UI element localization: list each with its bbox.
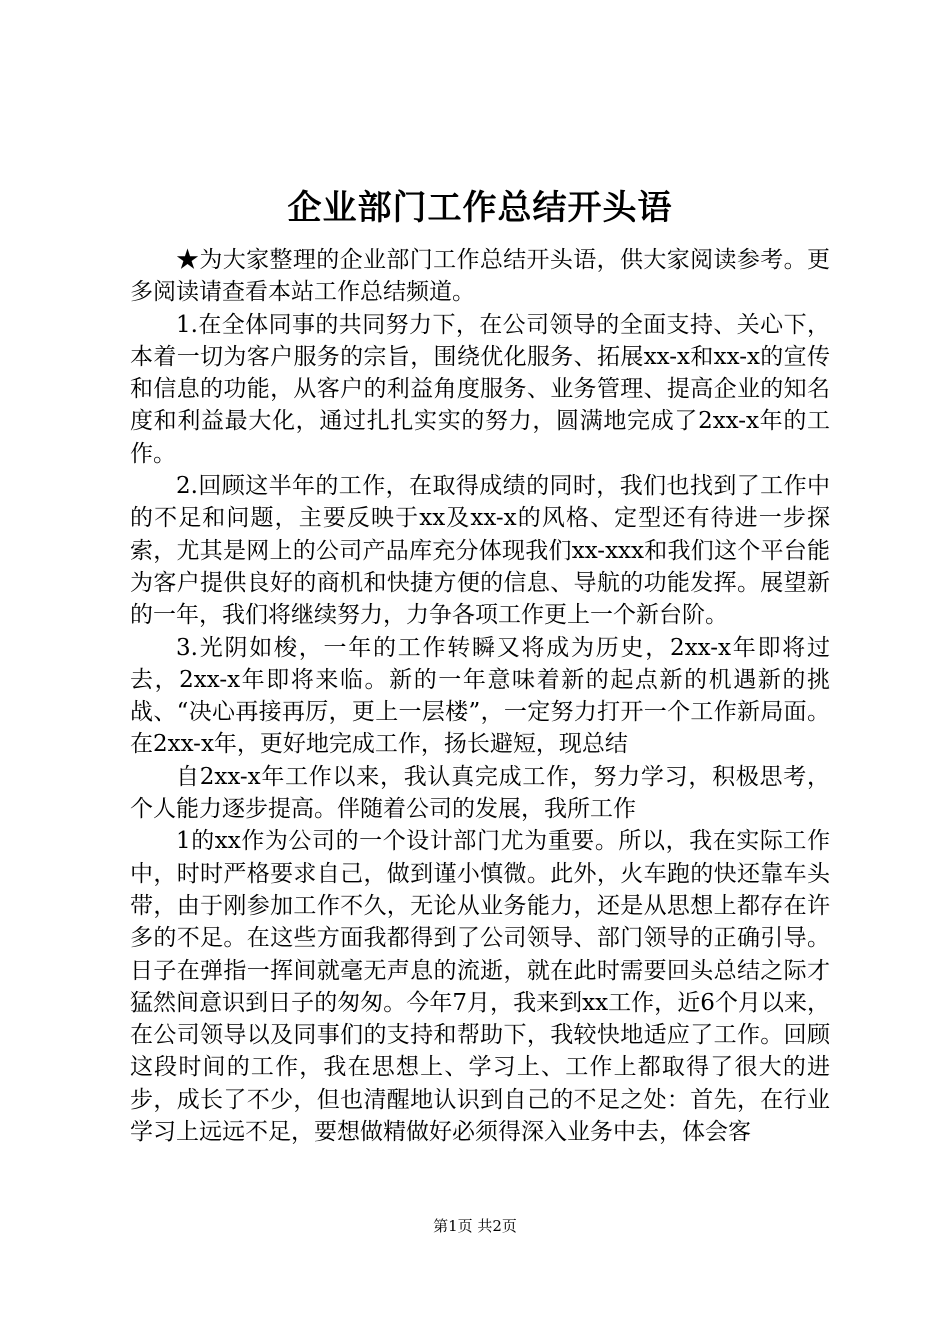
paragraph-4: 自2xx-x年工作以来，我认真完成工作，努力学习，积极思考，个人能力逐步提高。伴随着公司的发展，我所工作 — [130, 763, 830, 823]
paragraph-3: 3.光阴如梭，一年的工作转瞬又将成为历史，2xx-x年即将过去，2xx-x年即将来临。新的一年意味着新的起点新的机遇新的挑战、“决心再接再厉，更上一层楼”，一定努力打开一个工作新局面。在2xx-x年，更好地完成工作，扬长避短，现总结 — [130, 634, 830, 758]
paragraph-1: 1.在全体同事的共同努力下，在公司领导的全面支持、关心下，本着一切为客户服务的宗旨，围绕优化服务、拓展xx-x和xx-x的宣传和信息的功能，从客户的利益角度服务、业务管理、提高企业的知名度和利益最大化，通过扎扎实实的努力，圆满地完成了2xx-x年的工作。 — [130, 311, 830, 467]
page-footer: 第1页 共2页 — [433, 1217, 517, 1235]
paragraph-2: 2.回顾这半年的工作，在取得成绩的同时，我们也找到了工作中的不足和问题，主要反映于xx及xx-x的风格、定型还有待进一步探索，尤其是网上的公司产品库充分体现我们xx-xxx和我们这个平台能为客户提供良好的商机和快捷方便的信息、导航的功能发挥。展望新的一年，我们将继续努力，力争各项工作更上一个新台阶。 — [130, 473, 830, 629]
paragraph-5: 1的xx作为公司的一个设计部门尤为重要。所以，我在实际工作中，时时严格要求自己，做到谨小慎微。此外，火车跑的快还靠车头带，由于刚参加工作不久，无论从业务能力，还是从思想上都存在许多的不足。在这些方面我都得到了公司领导、部门领导的正确引导。日子在弹指一挥间就毫无声息的流逝，就在此时需要回头总结之际才猛然间意识到日子的匆匆。今年7月，我来到xx工作，近6个月以来，在公司领导以及同事们的支持和帮助下，我较快地适应了工作。回顾这段时间的工作，我在思想上、学习上、工作上都取得了很大的进步，成长了不少，但也清醒地认识到自己的不足之处：首先，在行业学习上远远不足，要想做精做好必须得深入业务中去，体会客 — [130, 828, 830, 1146]
intro-paragraph: ★为大家整理的企业部门工作总结开头语，供大家阅读参考。更多阅读请查看本站工作总结频道。 — [130, 247, 830, 306]
document-page — [130, 180, 830, 1148]
document-title: 企业部门工作总结开头语 — [287, 188, 673, 228]
